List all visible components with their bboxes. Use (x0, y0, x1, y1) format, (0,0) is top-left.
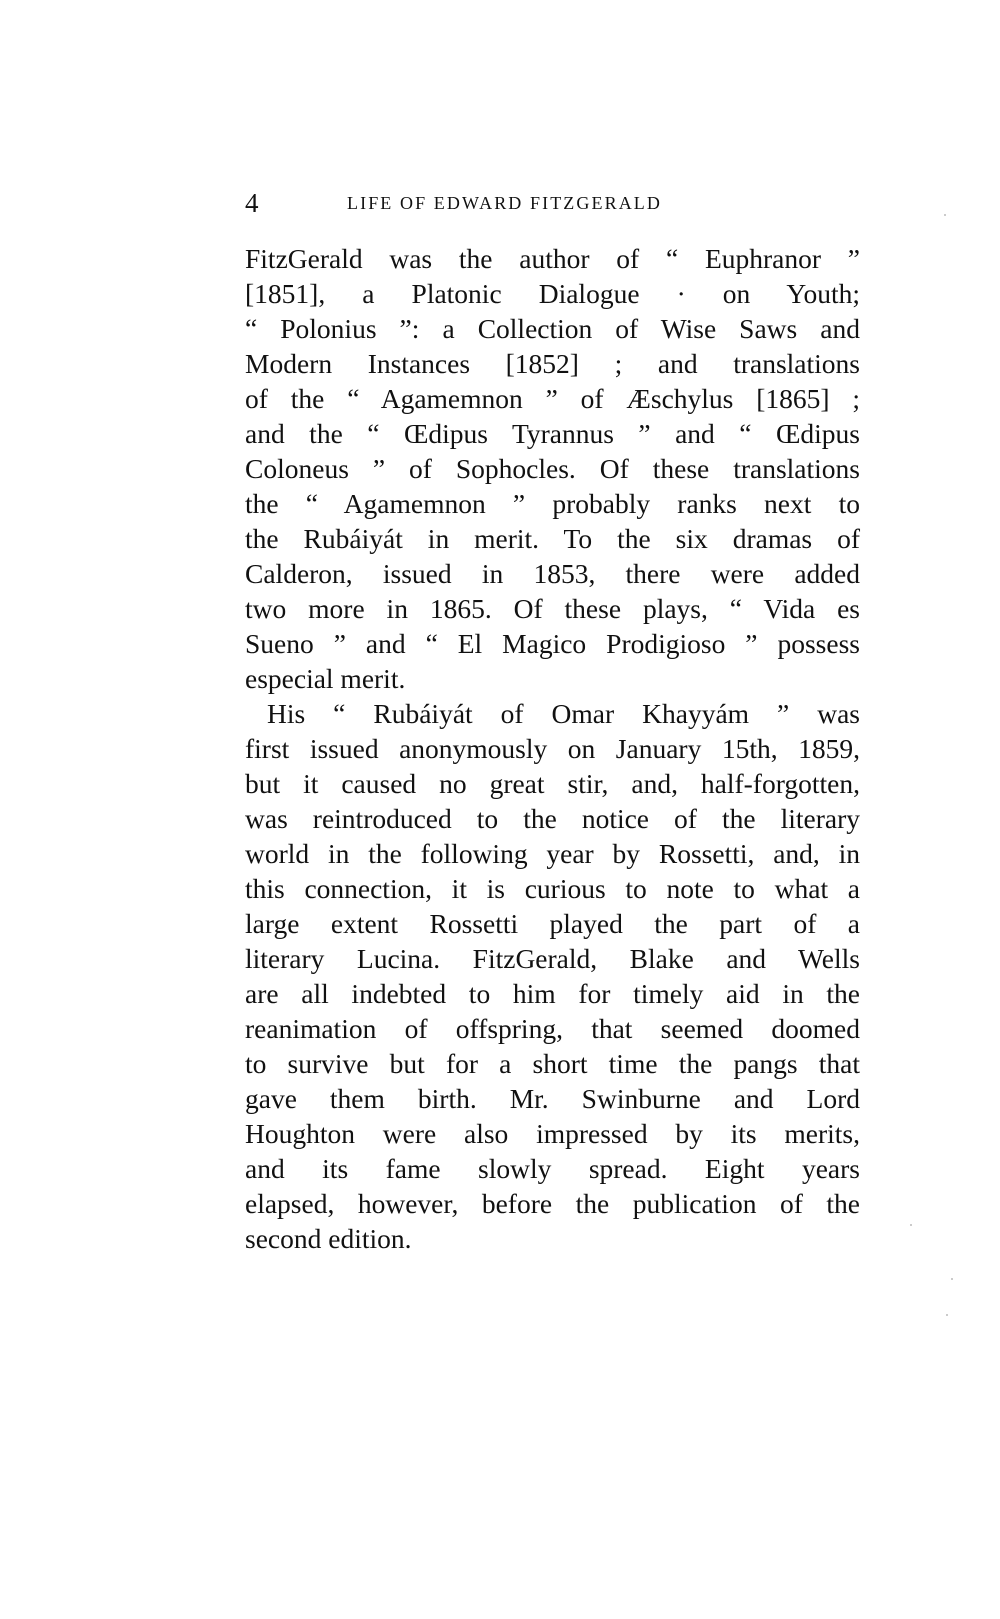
page-number: 4 (245, 188, 259, 218)
text-line: gave them birth. Mr. Swinburne and Lord (245, 1083, 860, 1114)
running-header (245, 188, 765, 218)
text-line: this connection, it is curious to note to what a (245, 873, 860, 904)
text-line: [1851], a Platonic Dialogue · on Youth; (245, 278, 860, 309)
scan-speck (910, 1224, 912, 1226)
scan-speck (946, 1314, 948, 1316)
text-line: especial merit. (245, 663, 406, 694)
running-title: LIFE OF EDWARD FITZGERALD (347, 193, 662, 213)
paragraph (245, 696, 860, 1256)
text-line: are all indebted to him for timely aid in the (245, 978, 860, 1009)
text-line: but it caused no great stir, and, half-forgotten, (245, 768, 860, 799)
text-line: Sueno ” and “ El Magico Prodigioso ” possess (245, 628, 860, 659)
text-line: Calderon, issued in 1853, there were added (245, 558, 860, 589)
text-line: of the “ Agamemnon ” of Æschylus [1865] ; (245, 383, 860, 414)
text-line: and its fame slowly spread. Eight years (245, 1153, 860, 1184)
text-line: was reintroduced to the notice of the literary (245, 803, 860, 834)
text-line: elapsed, however, before the publication of the (245, 1188, 860, 1219)
text-line: His “ Rubáiyát of Omar Khayyám ” was (267, 698, 860, 729)
text-line: the “ Agamemnon ” probably ranks next to (245, 488, 860, 519)
paragraph (245, 241, 860, 696)
text-line: second edition. (245, 1223, 412, 1254)
scan-speck (951, 1278, 953, 1280)
text-line: Modern Instances [1852] ; and translations (245, 348, 860, 379)
text-line: “ Polonius ”: a Collection of Wise Saws and (245, 313, 860, 344)
text-line: literary Lucina. FitzGerald, Blake and Wells (245, 943, 860, 974)
text-line: large extent Rossetti played the part of a (245, 908, 860, 939)
body-text (245, 241, 860, 1256)
text-line: Coloneus ” of Sophocles. Of these translations (245, 453, 860, 484)
text-line: two more in 1865. Of these plays, “ Vida es (245, 593, 860, 624)
text-line: reanimation of offspring, that seemed doomed (245, 1013, 860, 1044)
text-line: world in the following year by Rossetti, and, in (245, 838, 860, 869)
text-line: and the “ Œdipus Tyrannus ” and “ Œdipus (245, 418, 860, 449)
text-line: Houghton were also impressed by its merits, (245, 1118, 860, 1149)
text-line: to survive but for a short time the pangs that (245, 1048, 860, 1079)
text-line: first issued anonymously on January 15th, 1859, (245, 733, 860, 764)
text-line: FitzGerald was the author of “ Euphranor ” (245, 243, 860, 274)
scan-speck (944, 214, 946, 216)
text-line: the Rubáiyát in merit. To the six dramas of (245, 523, 860, 554)
